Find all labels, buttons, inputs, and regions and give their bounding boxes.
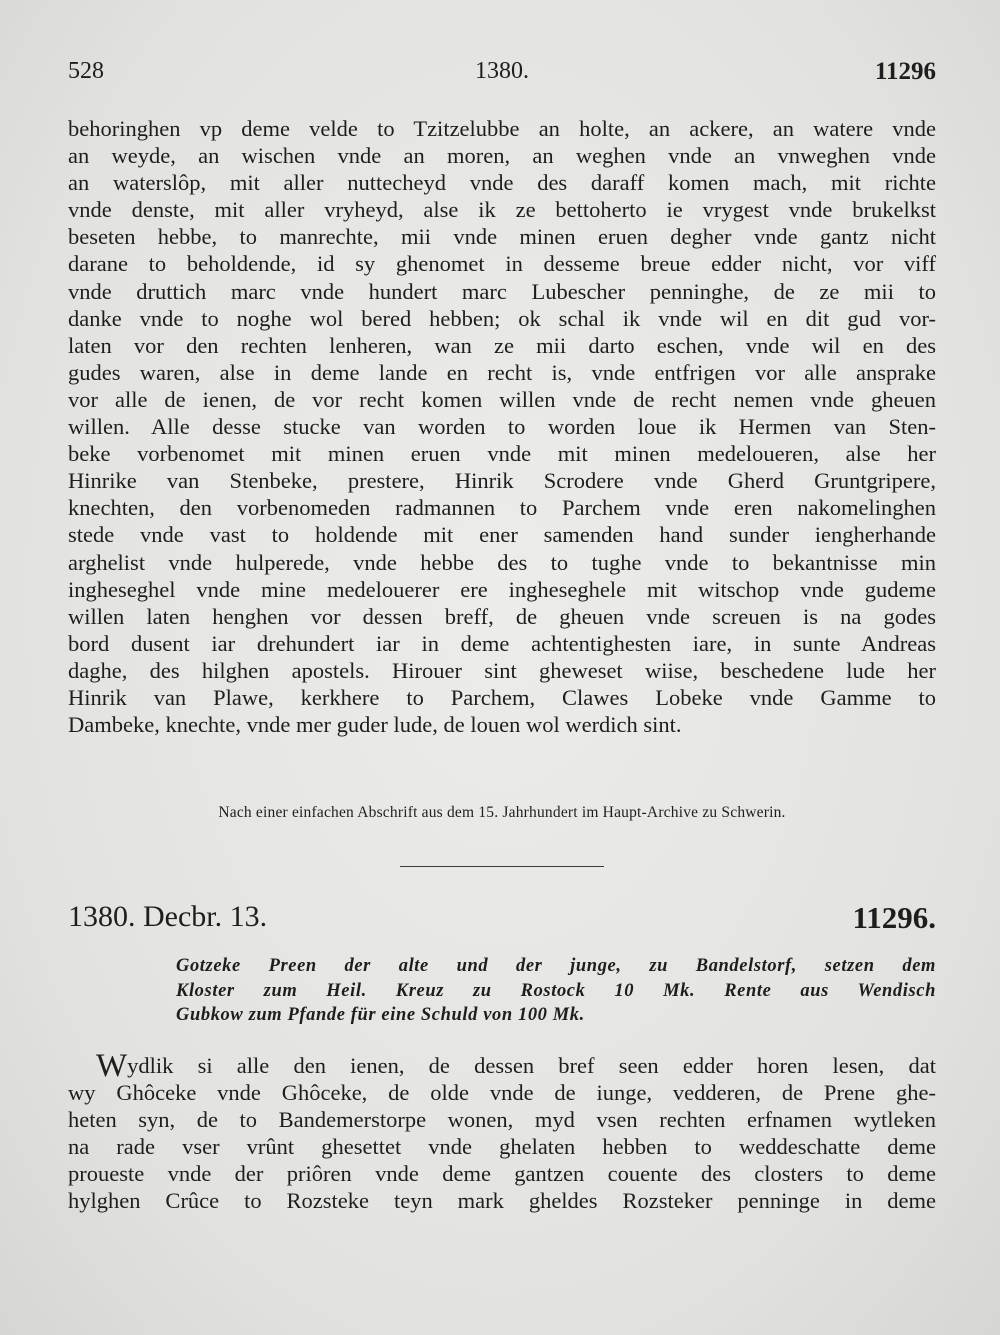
- section-divider: [400, 866, 604, 867]
- text-line: hylghen Crûce to Rozsteke teyn mark gheldes Rozsteker penninge in deme: [68, 1188, 936, 1214]
- text-line: knechten, den vorbenomeden radmannen to Parchem vnde eren nakomelinghen: [68, 495, 936, 521]
- entry-summary: [176, 954, 936, 1028]
- text-line: laten vor den rechten lenheren, wan ze mii darto eschen, vnde wil en des: [68, 332, 936, 358]
- text-line: bord dusent iar drehundert iar in deme achtentighesten iare, in sunte Andreas: [68, 630, 936, 656]
- text-line: beke vorbenomet mit minen eruen vnde mit minen medeloueren, alse her: [68, 441, 936, 467]
- summary-line: Kloster zum Heil. Kreuz zu Rostock 10 Mk. Rente aus Wendisch: [176, 980, 936, 1001]
- text-line: danke vnde to noghe wol bered hebben; ok schal ik vnde wil en dit gud vor-: [68, 305, 936, 331]
- text-line: vor alle de ienen, de vor recht komen willen vnde de recht nemen vnde gheuen: [68, 386, 936, 412]
- text-line: wy Ghôceke vnde Ghôceke, de olde vnde de iunge, vedderen, de Prene ghe-: [68, 1080, 936, 1106]
- entry-heading: [68, 900, 936, 940]
- text-line: ingheseghel vnde mine medelouerer ere ingheseghele mit witschop vnde gudeme: [68, 576, 936, 602]
- text-line: daghe, des hilghen apostels. Hirouer sint gheweset wiise, beschedene lude her: [68, 657, 936, 683]
- summary-line: Gotzeke Preen der alte und der junge, zu Bandelstorf, setzen dem: [176, 956, 936, 976]
- first-line-text: ydlik si alle den ienen, de dessen bref seen edder horen lesen, dat: [127, 1053, 936, 1078]
- header-year: 1380.: [475, 58, 529, 84]
- text-line: willen laten henghen vor dessen breff, de gheuen vnde screuen is na godes: [68, 603, 936, 629]
- page-header: [68, 58, 936, 88]
- text-line: darane to beholdende, id sy ghenomet in desseme breue edder nicht, vor viff: [68, 251, 936, 277]
- text-line: behoringhen vp deme velde to Tzitzelubbe an holte, an ackere, an watere vnde: [68, 116, 936, 141]
- text-line: an waterslôp, mit aller nuttecheyd vnde des daraff komen mach, mit richte: [68, 170, 936, 196]
- text-line: vnde denste, mit aller vryheyd, alse ik ze bettoherto ie vrygest vnde brukelkst: [68, 197, 936, 223]
- source-note: Nach einer einfachen Abschrift aus dem 15. Jahrhundert im Haupt-Archive zu Schwerin.: [218, 804, 786, 821]
- text-line: arghelist vnde hulperede, vnde hebbe des to tughe vnde to bekantnisse min: [68, 549, 936, 575]
- text-line: beseten hebbe, to manrechte, mii vnde minen eruen degher vnde gantz nicht: [68, 224, 936, 250]
- text-line: na rade vser vrûnt ghesettet vnde ghelaten hebben to weddeschatte deme: [68, 1134, 936, 1160]
- entry-number: 11296.: [852, 900, 936, 935]
- summary-line: Gubkow zum Pfande für eine Schuld von 100 Mk.: [176, 1005, 585, 1025]
- entry-first-line: [68, 1048, 936, 1084]
- header-document-number: 11296: [874, 58, 936, 85]
- text-line: Hinrike van Stenbeke, prestere, Hinrik Scrodere vnde Gherd Gruntgripere,: [68, 468, 936, 494]
- text-line: vnde druttich marc vnde hundert marc Lubescher penninghe, de ze mii to: [68, 278, 936, 304]
- entry-date: 1380. Decbr. 13.: [68, 900, 268, 933]
- text-line: stede vnde vast to holdende mit ener samenden hand sunder iengherhande: [68, 522, 936, 548]
- text-line: an weyde, an wischen vnde an moren, an weghen vnde an vnweghen vnde: [68, 143, 936, 169]
- text-line: gudes waren, alse in deme lande en recht is, vnde entfrigen vor alle ansprake: [68, 359, 936, 385]
- drop-cap: W: [96, 1048, 128, 1084]
- text-line: willen. Alle desse stucke van worden to worden loue ik Hermen van Sten-: [68, 414, 936, 440]
- entry-text: [68, 1048, 936, 1215]
- text-line: proueste vnde der priôren vnde deme gantzen couente des closters to deme: [68, 1161, 936, 1187]
- continuation-text: [68, 115, 936, 738]
- page-number: 528: [68, 58, 104, 84]
- text-line: Hinrik van Plawe, kerkhere to Parchem, Clawes Lobeke vnde Gamme to: [68, 684, 936, 710]
- text-line: Dambeke, knechte, vnde mer guder lude, de louen wol werdich sint.: [68, 712, 682, 738]
- text-line: heten syn, de to Bandemerstorpe wonen, myd vsen rechten erfnamen wytleken: [68, 1107, 936, 1133]
